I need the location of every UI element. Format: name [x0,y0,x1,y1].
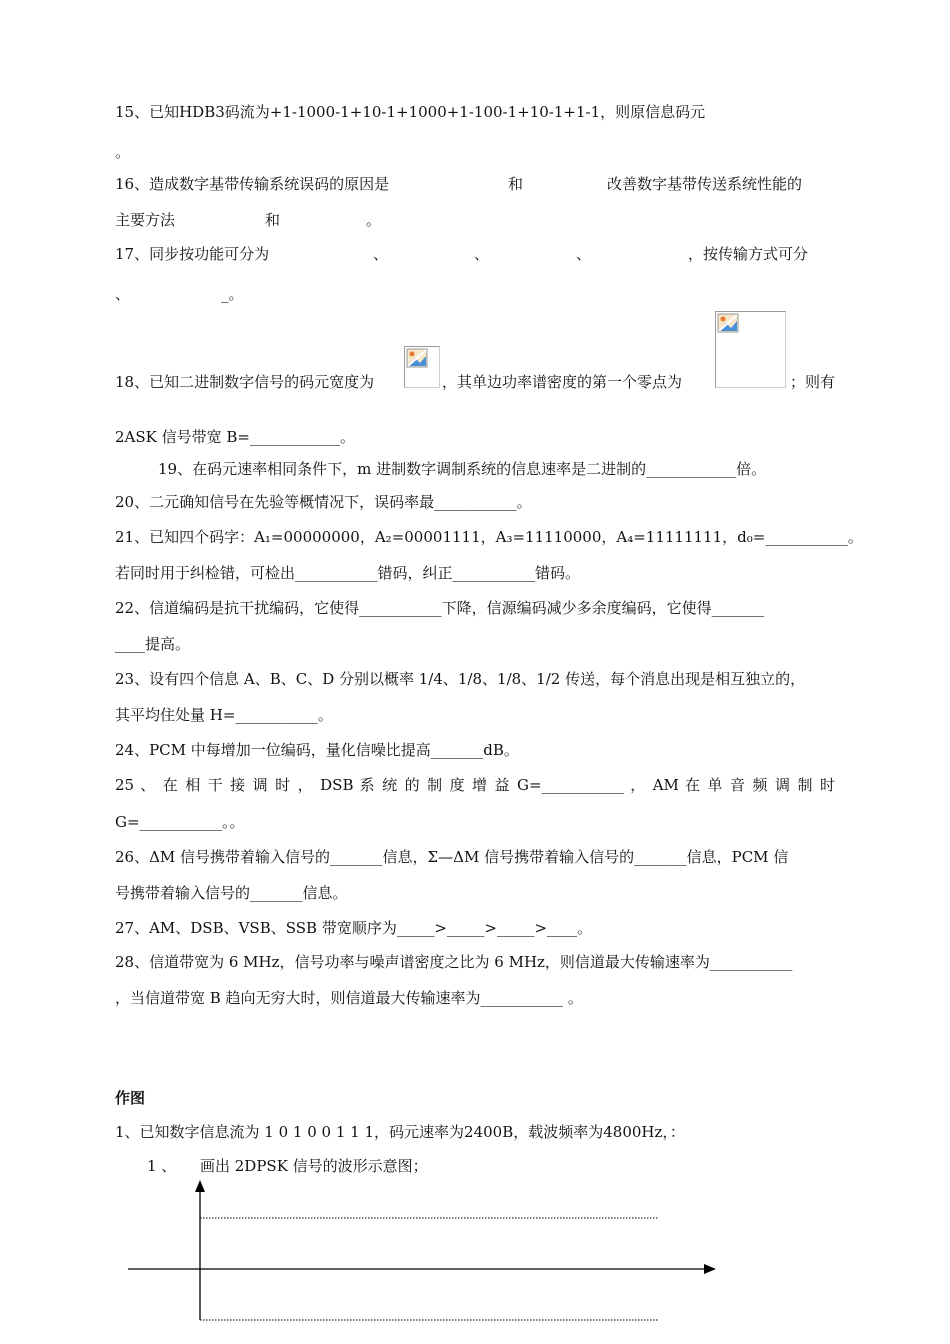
y-axis-arrowhead [195,1180,205,1192]
q17-line1-a: 17、同步按功能可分为 [115,245,270,263]
drawing-sub1-number: 1 、 [147,1157,177,1175]
q15-line2: 。 [115,143,131,161]
q26-line1: 26、ΔM 信号携带着输入信号的_______信息，Σ—ΔM 信号携带着输入信号的_______信息，PCM 信 [115,848,789,866]
q22-line1: 22、信道编码是抗干扰编码，它使得___________下降，信源编码减少多余度编码，它使得_______ [115,599,765,617]
q28-line2: ，当信道带宽 B 趋向无穷大时，则信道最大传输速率为___________ 。 [115,989,583,1007]
q21-line2: 若同时用于纠检错，可检出___________错码，纠正___________错码。 [115,564,581,582]
q16-line1-c: 改善数字基带传送系统性能的 [607,175,803,193]
q17-line1-e: ，按传输方式可分 [688,245,809,263]
q16-line2-b: 和 [265,211,281,229]
q26-line2: 号携带着输入信号的_______信息。 [115,884,348,902]
q23-line2: 其平均住处量 H=___________。 [115,706,333,724]
q25-line2: G=___________。。 [115,813,245,831]
q16-line2-a: 主要方法 [115,211,176,229]
q16-line1-a: 16、造成数字基带传输系统误码的原因是 [115,175,390,193]
q17-line1-d: 、 [576,245,592,263]
q24: 24、PCM 中每增加一位编码，量化信噪比提高_______dB。 [115,741,519,759]
q18-line1-c: ；则有 [790,373,836,391]
q16-line1-b: 和 [508,175,524,193]
q23-line1: 23、设有四个信息 A、B、C、D 分别以概率 1/4、1/8、1/8、1/2 传送，每个消息出现是相互独立的， [115,670,806,688]
q15-line1: 15、已知HDB3码流为+1-1000-1+10-1+1000+1-100-1+10-1+1-1，则原信息码元 [115,103,706,121]
q18-line1-b: ，其单边功率谱密度的第一个零点为 [442,373,683,391]
q20: 20、二元确知信号在先验等概情况下，误码率最___________。 [115,493,532,511]
drawing-sub1-text: 画出 2DPSK 信号的波形示意图； [200,1157,428,1175]
q18-line2: 2ASK 信号带宽 B=____________。 [115,428,355,446]
q17-line1-b: 、 [373,245,389,263]
q18-line1-a: 18、已知二进制数字信号的码元宽度为 [115,373,375,391]
q21-line1: 21、已知四个码字：A₁=00000000，A₂=00001111，A₃=11110000，A₄=11111111，d₀=___________。 [115,528,863,546]
q22-line2: ____提高。 [115,635,191,653]
q17-line1-c: 、 [474,245,490,263]
q19: 19、在码元速率相同条件下，m 进制数字调制系统的信息速率是二进制的____________倍。 [158,460,767,478]
q25-line1: 25 、 在 相 干 接 调 时 ， DSB 系 统 的 制 度 增 益 G=___________ ， AM 在 单 音 频 调 制 时 [115,776,835,794]
q17-line2-b: _。 [221,285,244,303]
q28-line1: 28、信道带宽为 6 MHz，信号功率与噪声谱密度之比为 6 MHz，则信道最大传输速率为___________ [115,953,793,971]
x-axis-arrowhead [704,1264,716,1274]
drawing-item1: 1、已知数字信息流为 1 0 1 0 0 1 1 1，码元速率为2400B，载波频率为4800Hz，： [115,1123,685,1141]
q17-line2-a: 、 [115,285,131,303]
q27: 27、AM、DSB、VSB、SSB 带宽顺序为_____>_____>_____>____。 [115,919,593,937]
q16-line2-c: 。 [366,211,382,229]
section-heading: 作图 [115,1089,146,1107]
